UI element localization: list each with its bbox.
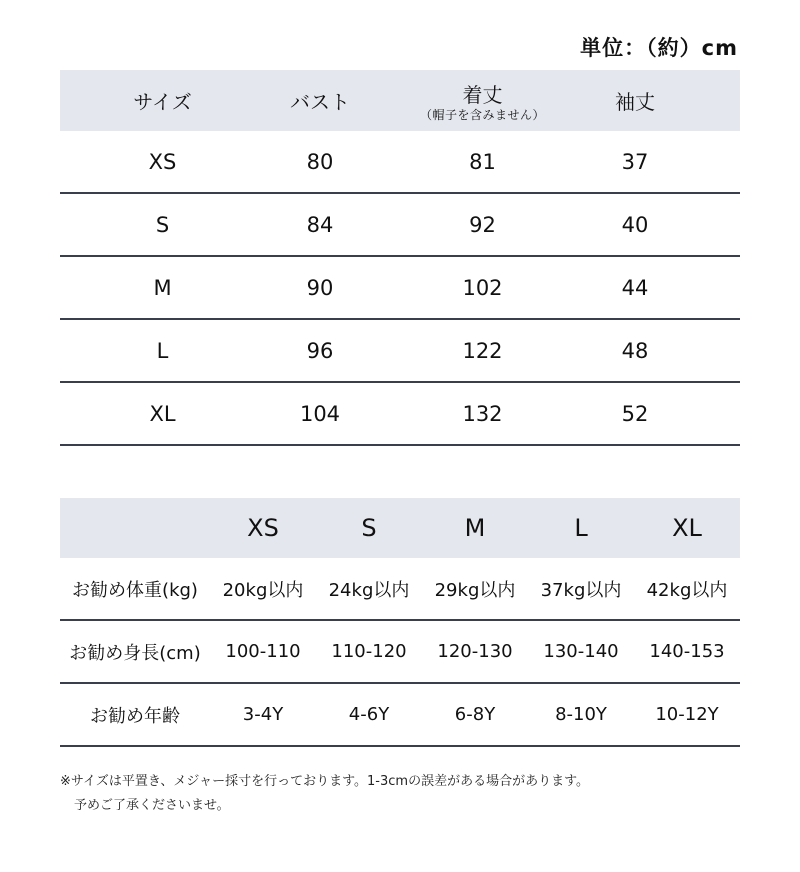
value-cell: 110-120 — [331, 641, 407, 662]
disclaimer-line-1: ※サイズは平置き、メジャー採寸を行っております。1-3cmの誤差がある場合があります。 — [60, 774, 590, 789]
value-cell: 20kg以内 — [222, 579, 304, 601]
table-row — [60, 621, 740, 684]
bust-cell: 90 — [306, 275, 334, 300]
header-length — [375, 79, 590, 123]
table-row — [60, 320, 740, 383]
value-cell: 8-10Y — [555, 704, 607, 725]
length-cell: 132 — [462, 401, 503, 426]
header-bust: バスト — [290, 90, 350, 114]
header-xs: XS — [247, 514, 279, 542]
header-length-label: 着丈 — [462, 82, 503, 107]
recommend-table — [60, 498, 740, 747]
length-cell: 122 — [462, 338, 503, 363]
value-cell: 42kg以内 — [646, 579, 728, 601]
header-s: S — [361, 514, 377, 542]
length-cell: 92 — [469, 212, 496, 237]
value-cell: 37kg以内 — [540, 579, 622, 601]
bust-cell: 96 — [306, 338, 334, 363]
value-cell: 130-140 — [543, 641, 619, 662]
header-size: サイズ — [133, 90, 192, 114]
value-cell: 120-130 — [437, 641, 513, 662]
table-row — [60, 194, 740, 257]
value-cell: 10-12Y — [655, 704, 719, 725]
bust-cell: 84 — [306, 212, 334, 237]
bust-cell: 104 — [299, 401, 341, 426]
table-row — [60, 558, 740, 621]
size-cell: XS — [148, 149, 177, 174]
length-cell: 102 — [462, 275, 503, 300]
disclaimer-note — [60, 770, 760, 818]
size-cell: XL — [149, 401, 176, 426]
sleeve-cell: 44 — [621, 275, 649, 300]
size-cell: S — [155, 212, 170, 237]
value-cell: 24kg以内 — [328, 579, 410, 601]
value-cell: 140-153 — [649, 641, 725, 662]
unit-label: 単位：（約）cm — [580, 36, 738, 60]
sleeve-cell: 48 — [621, 338, 649, 363]
size-table — [60, 70, 740, 446]
header-m: M — [464, 514, 486, 542]
value-cell: 100-110 — [225, 641, 301, 662]
row-label: お勧め年齢 — [90, 705, 180, 727]
table-row — [60, 684, 740, 747]
length-cell: 81 — [469, 149, 496, 174]
table-row — [60, 383, 740, 446]
size-cell: L — [156, 338, 169, 363]
size-cell: M — [153, 275, 172, 300]
row-label: お勧め身長(cm) — [69, 642, 201, 664]
disclaimer-line-2: 予めご了承くださいませ。 — [74, 798, 230, 813]
bust-cell: 80 — [306, 149, 334, 174]
value-cell: 6-8Y — [454, 704, 496, 725]
value-cell: 3-4Y — [242, 704, 284, 725]
recommend-table-header — [60, 498, 740, 558]
size-table-header — [60, 70, 740, 131]
header-length-note: （帽子を含みません） — [419, 107, 545, 122]
value-cell: 29kg以内 — [434, 579, 516, 601]
table-row — [60, 131, 740, 194]
row-label: お勧め体重(kg) — [72, 579, 198, 601]
sleeve-cell: 37 — [621, 149, 649, 174]
table-row — [60, 257, 740, 320]
sleeve-cell: 52 — [621, 401, 649, 426]
sleeve-cell: 40 — [621, 212, 649, 237]
header-sleeve: 袖丈 — [615, 90, 655, 114]
value-cell: 4-6Y — [348, 704, 390, 725]
header-l: L — [574, 514, 588, 542]
header-xl: XL — [672, 514, 702, 542]
